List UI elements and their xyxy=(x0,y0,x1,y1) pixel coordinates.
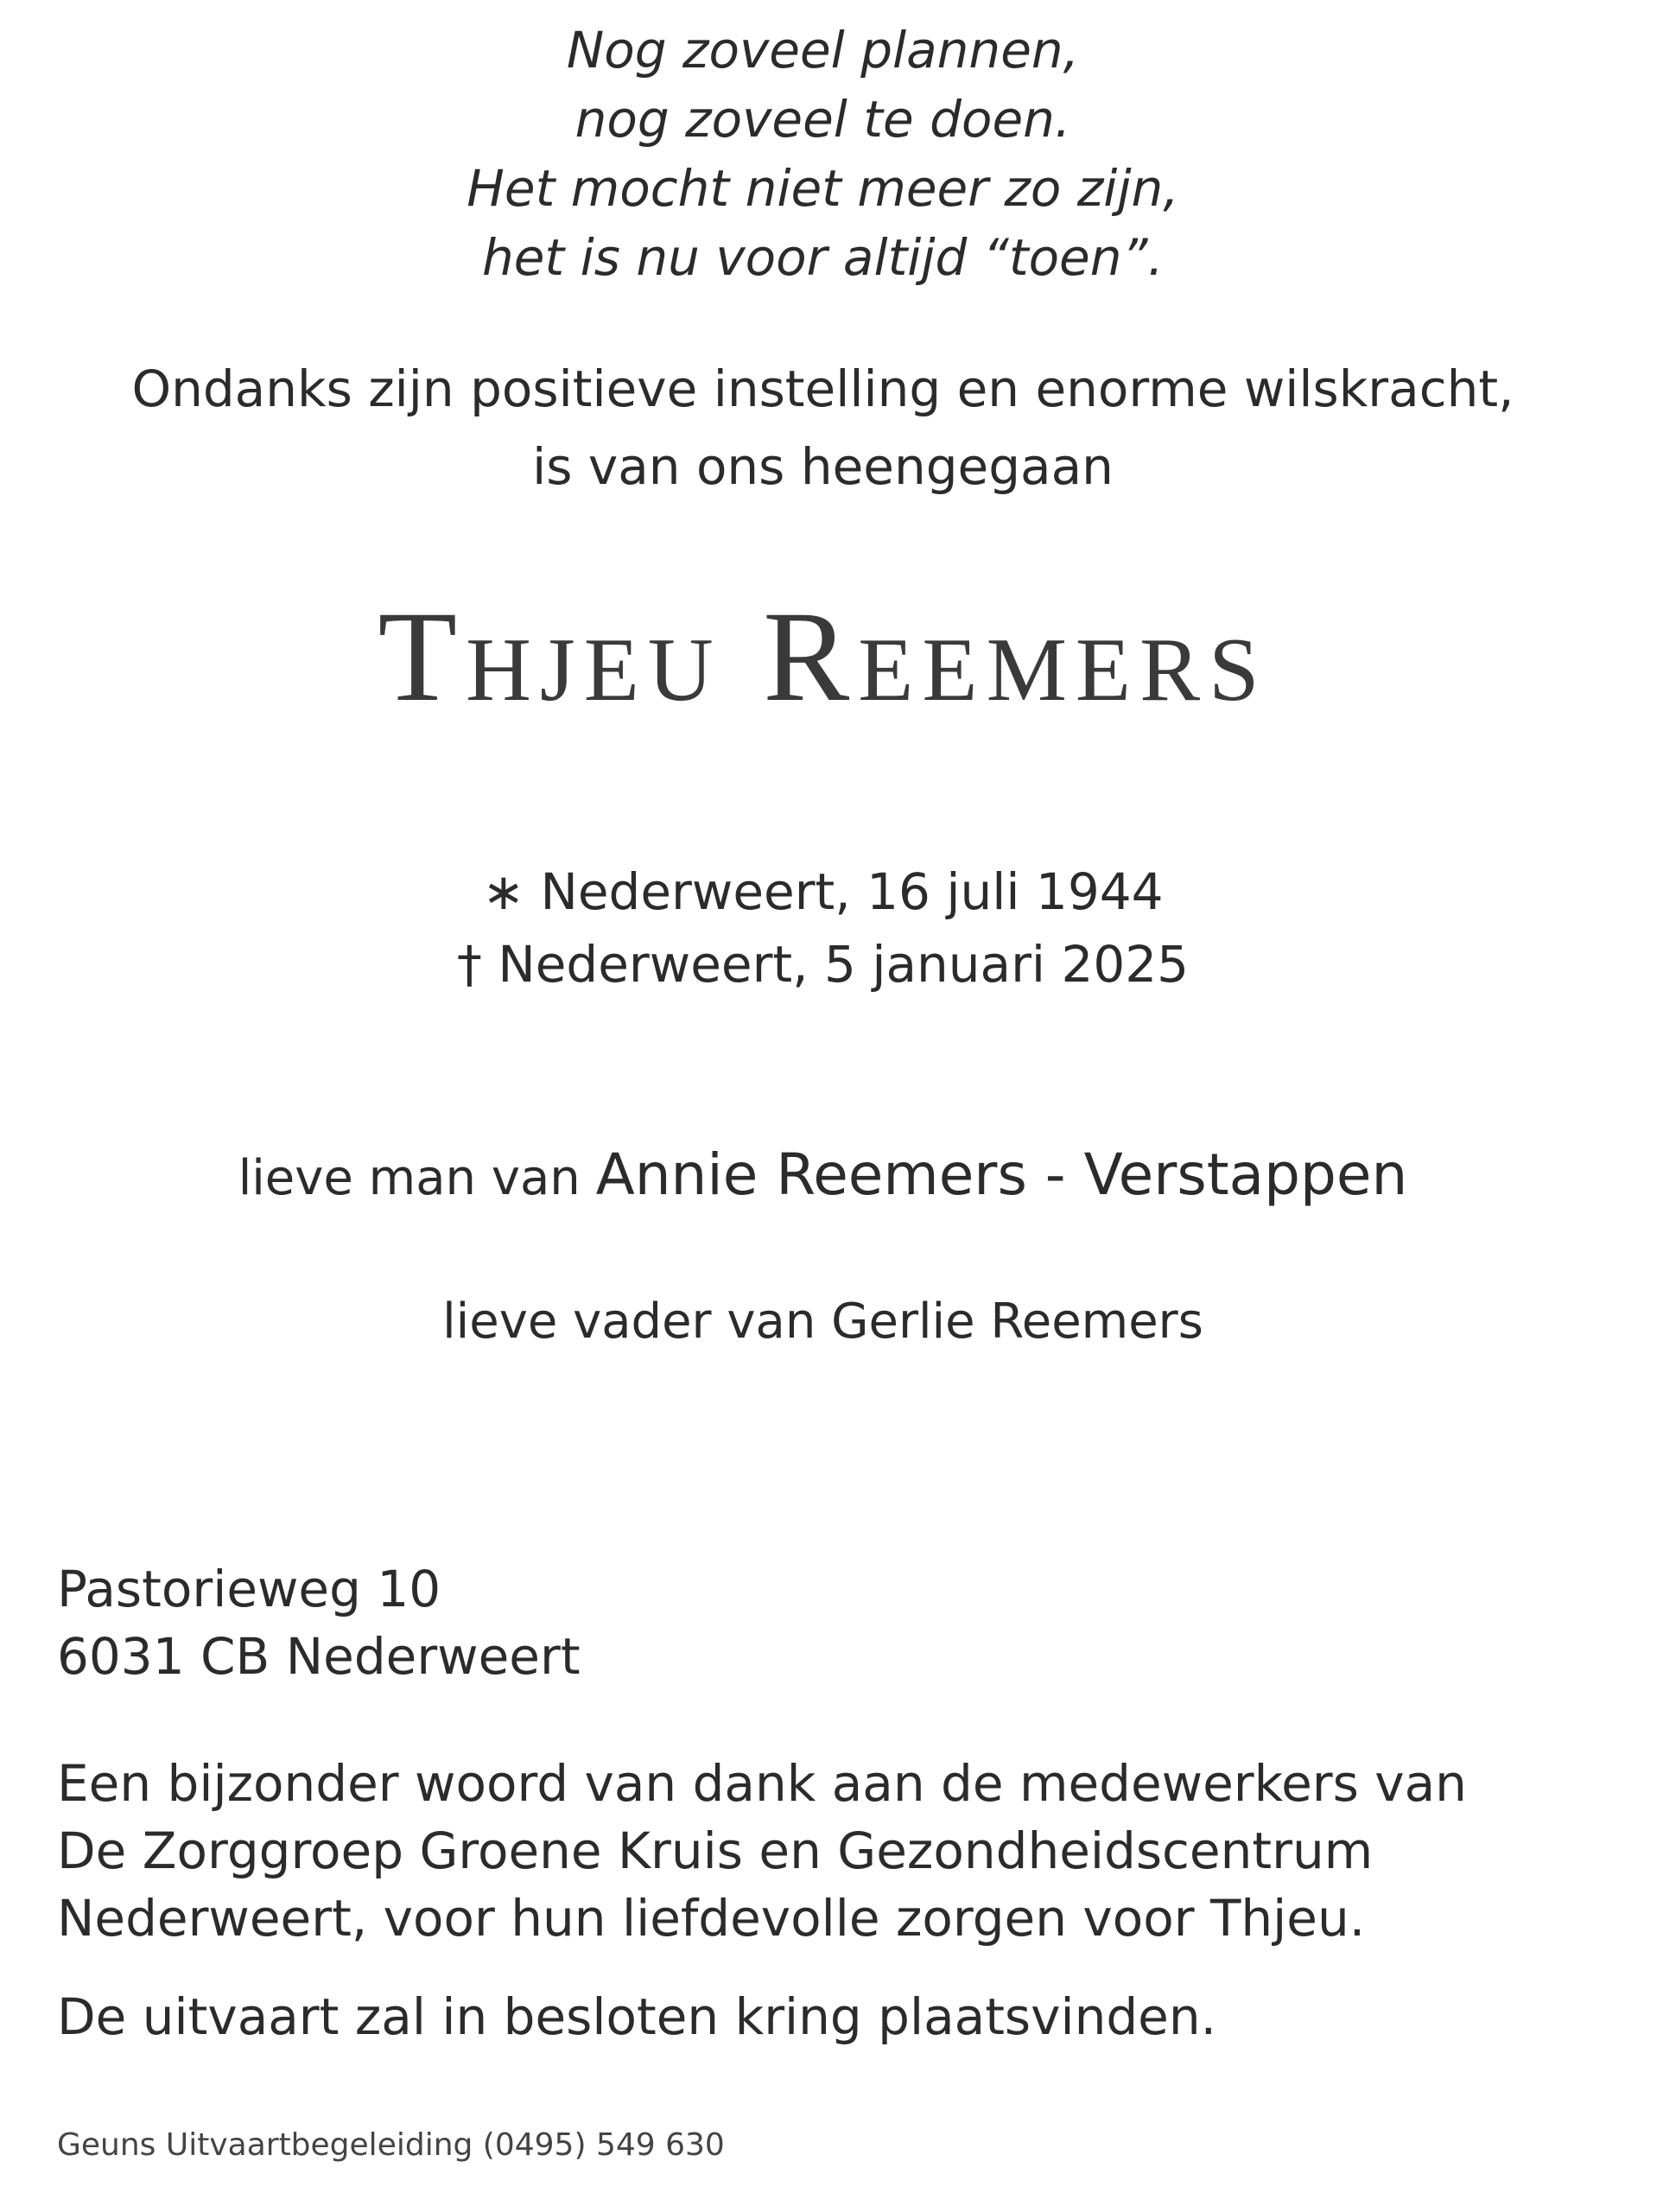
address-city: 6031 CB Nederweert xyxy=(57,1627,581,1686)
thanks-paragraph xyxy=(57,1750,1467,1952)
deceased-name: Thjeu Reemers xyxy=(378,585,1268,728)
poem xyxy=(0,16,1646,292)
death-date: † Nederweert, 5 januari 2025 xyxy=(456,935,1190,994)
life-dates xyxy=(0,855,1646,1001)
child-line: lieve vader van Gerlie Reemers xyxy=(442,1294,1203,1350)
poem-line: Het mocht niet meer zo zijn, xyxy=(467,159,1179,218)
undertaker-footer: Geuns Uitvaartbegeleiding (0495) 549 630 xyxy=(57,2127,725,2163)
thanks-line: Een bijzonder woord van dank aan de medewerkers van xyxy=(57,1754,1467,1813)
spouse-name: Annie Reemers - Verstappen xyxy=(595,1141,1408,1208)
poem-line: Nog zoveel plannen, xyxy=(566,21,1080,79)
poem-line: het is nu voor altijd “toen”. xyxy=(481,228,1164,287)
intro-line: Ondanks zijn positieve instelling en enorme wilskracht, xyxy=(131,359,1514,418)
intro-text xyxy=(0,350,1646,505)
thanks-line: Nederweert, voor hun liefdevolle zorgen voor Thjeu. xyxy=(57,1889,1366,1948)
birth-date: ∗ Nederweert, 16 juli 1944 xyxy=(482,862,1164,921)
address xyxy=(57,1555,581,1690)
spouse-prefix: lieve man van xyxy=(238,1150,581,1206)
intro-line: is van ons heengegaan xyxy=(532,437,1114,496)
thanks-line: De Zorggroep Groene Kruis en Gezondheidscentrum xyxy=(57,1821,1374,1880)
poem-line: nog zoveel te doen. xyxy=(574,90,1071,149)
funeral-notice: De uitvaart zal in besloten kring plaatsvinden. xyxy=(57,1987,1217,2046)
spouse-line xyxy=(0,1136,1646,1217)
address-street: Pastorieweg 10 xyxy=(57,1560,441,1618)
